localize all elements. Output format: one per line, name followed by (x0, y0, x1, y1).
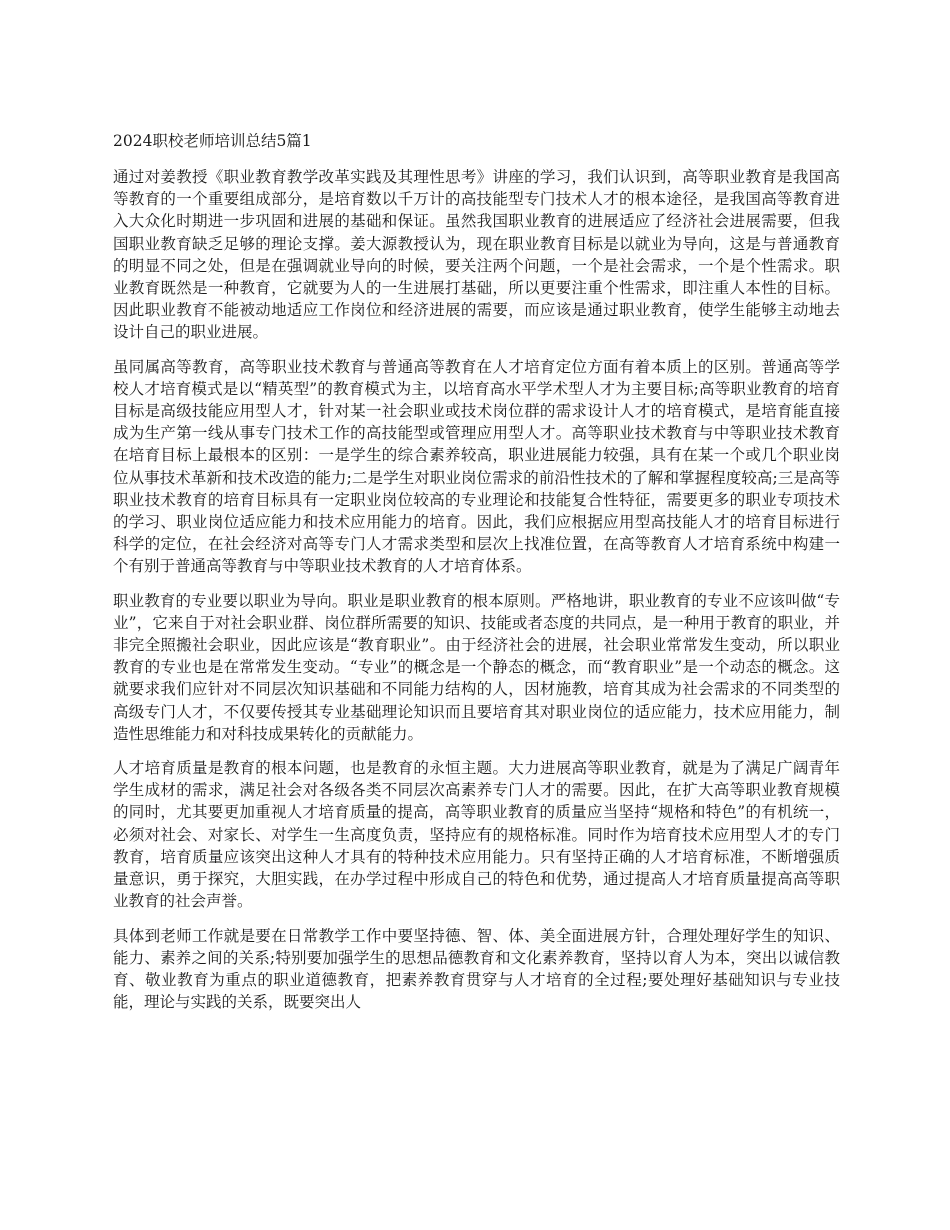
paragraph-1: 通过对姜教授《职业教育教学改革实践及其理性思考》讲座的学习，我们认识到，高等职业教育是我国高等教育的一个重要组成部分，是培育数以千万计的高技能型专门技术人才的根本途径，是我国高等教育进入大众化时期进一步巩固和进展的基础和保证。虽然我国职业教育的进展适应了经济社会进展需要，但我国职业教育缺乏足够的理论支撑。姜大源教授认为，现在职业教育目标是以就业为导向，这是与普通教育的明显不同之处，但是在强调就业导向的时候，要关注两个问题，一个是社会需求，一个是个性需求。职业教育既然是一种教育，它就要为人的一生进展打基础，所以更要注重个性需求，即注重人本性的目标。因此职业教育不能被动地适应工作岗位和经济进展的需要，而应该是通过职业教育，使学生能够主动地去设计自己的职业进展。 (113, 168, 840, 342)
document-title: 2024职校老师培训总结5篇1 (113, 132, 312, 150)
paragraph-3: 职业教育的专业要以职业为导向。职业是职业教育的根本原则。严格地讲，职业教育的专业不应该叫做“专业”，它来自于对社会职业群、岗位群所需要的知识、技能或者态度的共同点，是一种用于教育的职业，并非完全照搬社会职业，因此应该是“教育职业”。由于经济社会的进展，社会职业常常发生变动，所以职业教育的专业也是在常常发生变动。“专业”的概念是一个静态的概念，而“教育职业”是一个动态的概念。这就要求我们应针对不同层次知识基础和不同能力结构的人，因材施教，培育其成为社会需求的不同类型的高级专门人才，不仅要传授其专业基础理论知识而且要培育其对职业岗位的适应能力，技术应用能力，制造性思维能力和对科技成果转化的贡献能力。 (113, 591, 840, 743)
document-page (113, 130, 840, 1025)
paragraph-5: 具体到老师工作就是要在日常教学工作中要坚持德、智、体、美全面进展方针，合理处理好学生的知识、能力、素养之间的关系;特别要加强学生的思想品德教育和文化素养教育，坚持以育人为本，突出以诚信教育、敬业教育为重点的职业道德教育，把素养教育贯穿与人才培育的全过程;要处理好基础知识与专业技能，理论与实践的关系，既要突出人 (113, 926, 840, 1012)
paragraph-2: 虽同属高等教育，高等职业技术教育与普通高等教育在人才培育定位方面有着本质上的区别。普通高等学校人才培育模式是以“精英型”的教育模式为主，以培育高水平学术型人才为主要目标;高等职业教育的培育目标是高级技能应用型人才，针对某一社会职业或技术岗位群的需求设计人才的培育模式，是培育能直接成为生产第一线从事专门技术工作的高技能型或管理应用型人才。高等职业技术教育与中等职业技术教育在培育目标上最根本的区别：一是学生的综合素养较高，职业进展能力较强，具有在某一个或几个职业岗位从事技术革新和技术改造的能力;二是学生对职业岗位需求的前沿性技术的了解和掌握程度较高;三是高等职业技术教育的培育目标具有一定职业岗位较高的专业理论和技能复合性特征，需要更多的职业专项技术的学习、职业岗位适应能力和技术应用能力的培育。因此，我们应根据应用型高技能人才的培育目标进行科学的定位，在社会经济对高等专门人才需求类型和层次上找准位置，在高等教育人才培育系统中构建一个有别于普通高等教育与中等职业技术教育的人才培育体系。 (113, 357, 840, 576)
paragraph-4: 人才培育质量是教育的根本问题，也是教育的永恒主题。大力进展高等职业教育，就是为了满足广阔青年学生成材的需求，满足社会对各级各类不同层次高素养专门人才的需要。因此，在扩大高等职业教育规模的同时，尤其要更加重视人才培育质量的提高，高等职业教育的质量应当坚持“规格和特色”的有机统一，必须对社会、对家长、对学生一生高度负责，坚持应有的规格标准。同时作为培育技术应用型人才的专门教育，培育质量应该突出这种人才具有的特种技术应用能力。只有坚持正确的人才培育标准，不断增强质量意识，勇于探究，大胆实践，在办学过程中形成自己的特色和优势，通过提高人才培育质量提高高等职业教育的社会声誉。 (113, 759, 840, 911)
